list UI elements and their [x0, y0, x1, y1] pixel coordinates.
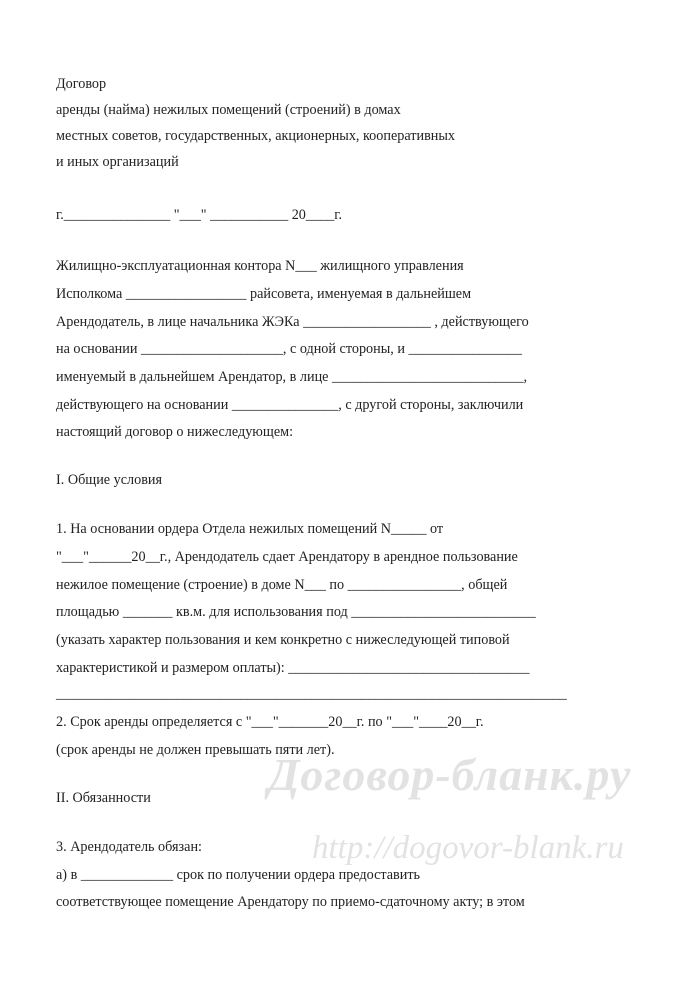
section-1-title: I. Общие условия — [56, 472, 163, 488]
place-date-line: г._______________ "___" ___________ 20____г. — [56, 207, 343, 223]
clause-3-line-3: соответствующее помещение Арендатору по приемо-сдаточному акту; в этом — [56, 894, 525, 910]
section-2-title: II. Обязанности — [56, 790, 151, 806]
watermark-brand: Договор-бланк.ру — [268, 749, 632, 800]
watermark-url: http://dogovor-blank.ru — [312, 830, 624, 866]
clause-1-line-2: "___"______20__г., Арендодатель сдает Арендатору в арендное пользование — [56, 549, 518, 565]
clause-3-line-2: а) в _____________ срок по получении ордера предоставить — [56, 867, 421, 883]
title-line-4: и иных организаций — [56, 154, 179, 170]
clause-1-line-7: ________________________________________________________________________ — [56, 686, 567, 702]
parties-line-3: Арендодатель, в лице начальника ЖЭКа __________________ , действующего — [56, 314, 529, 330]
clause-1-line-1: 1. На основании ордера Отдела нежилых помещений N_____ от — [56, 521, 444, 537]
parties-line-4: на основании ____________________, с одной стороны, и ________________ — [56, 341, 522, 357]
clause-3-line-1: 3. Арендодатель обязан: — [56, 839, 202, 855]
clause-1-line-3: нежилое помещение (строение) в доме N___ по ________________, общей — [56, 577, 508, 593]
title-line-2: аренды (найма) нежилых помещений (строений) в домах — [56, 102, 401, 118]
parties-line-7: настоящий договор о нижеследующем: — [56, 424, 294, 440]
parties-line-5: именуемый в дальнейшем Арендатор, в лице ___________________________, — [56, 369, 528, 385]
title-line-3: местных советов, государственных, акционерных, кооперативных — [56, 128, 455, 144]
clause-1-line-6: характеристикой и размером оплаты): __________________________________ — [56, 660, 530, 676]
title-line-1: Договор — [56, 76, 107, 92]
clause-1-line-5: (указать характер пользования и кем конкретно с нижеследующей типовой — [56, 632, 510, 648]
parties-line-2: Исполкома _________________ райсовета, именуемая в дальнейшем — [56, 286, 472, 302]
clause-2-line-2: (срок аренды не должен превышать пяти лет). — [56, 742, 335, 758]
parties-line-6: действующего на основании _______________, с другой стороны, заключили — [56, 397, 524, 413]
clause-1-line-4: площадью _______ кв.м. для использования под __________________________ — [56, 604, 536, 620]
parties-line-1: Жилищно-эксплуатационная контора N___ жилищного управления — [56, 258, 464, 274]
clause-2-line-1: 2. Срок аренды определяется с "___"_______20__г. по "___"____20__г. — [56, 714, 484, 730]
